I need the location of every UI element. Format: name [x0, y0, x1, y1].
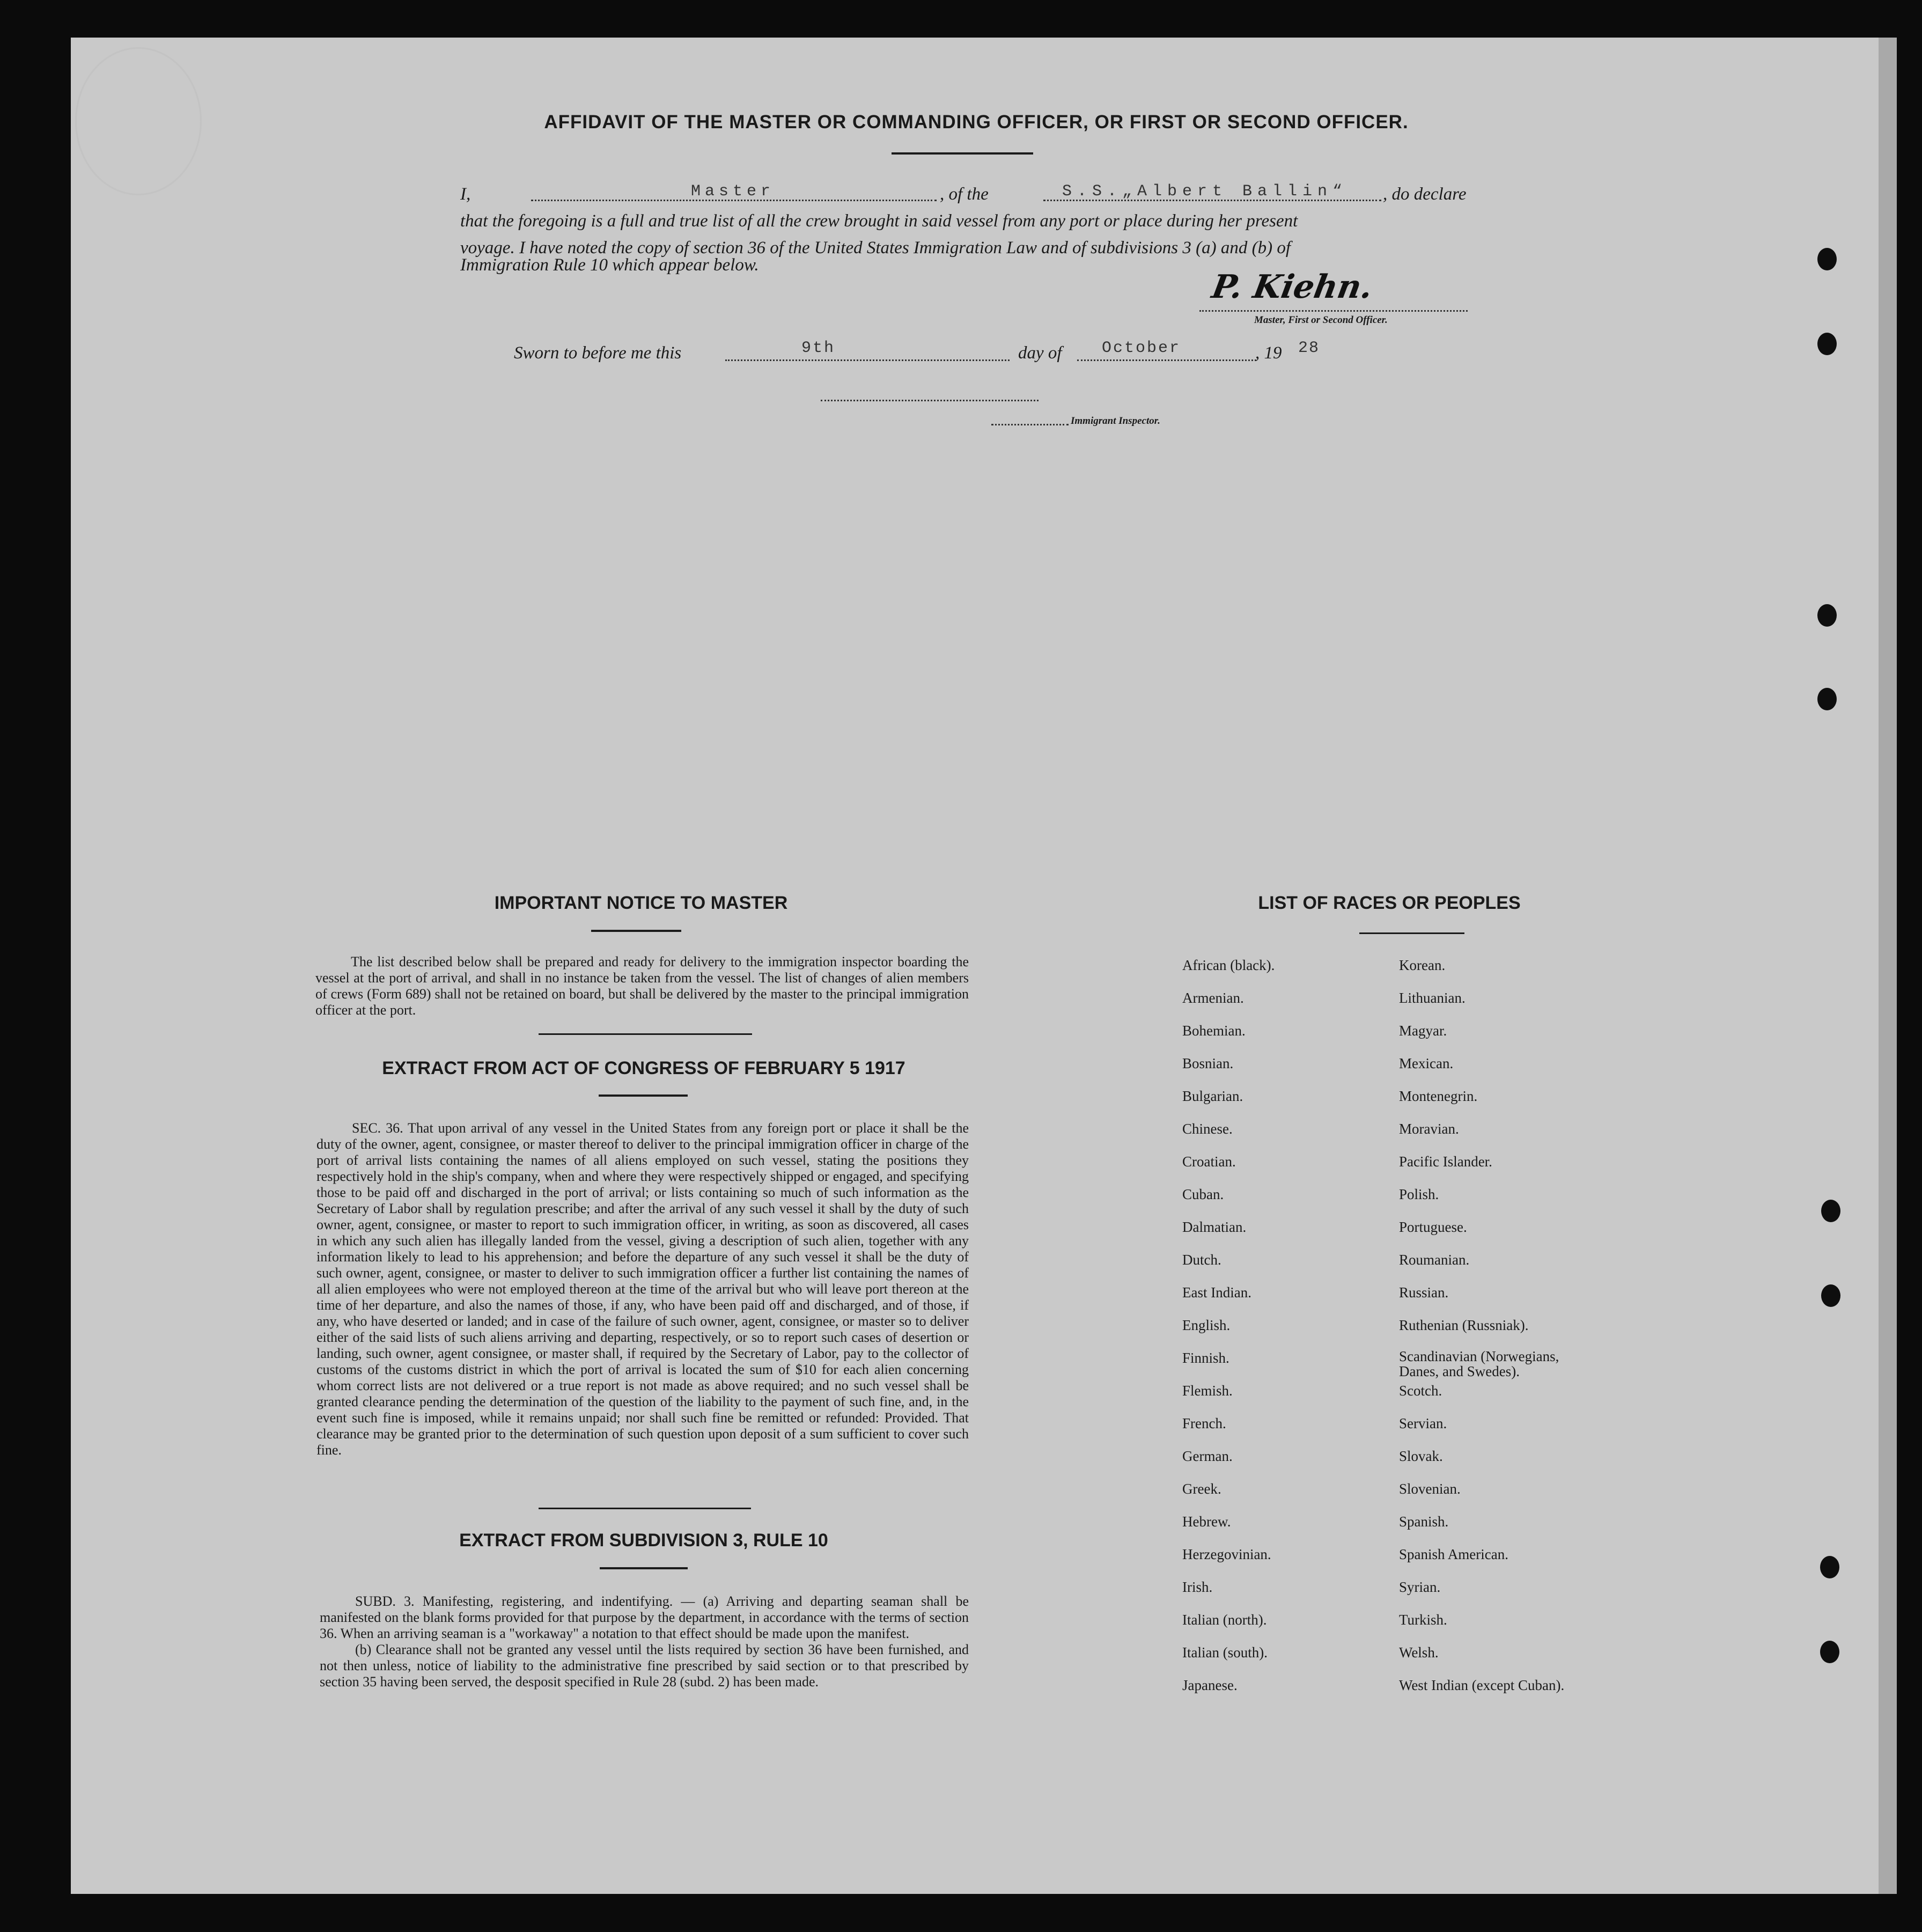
- signature: P. Kiehn.: [1209, 268, 1376, 306]
- race-item: Moravian.: [1399, 1121, 1459, 1137]
- race-item: Irish.: [1182, 1579, 1213, 1595]
- affidavit-title-rule: [892, 152, 1033, 155]
- race-item: Dutch.: [1182, 1252, 1221, 1268]
- race-item: Hebrew.: [1182, 1514, 1231, 1530]
- notice-title-rule: [591, 930, 681, 932]
- inspector-sign-line: [821, 400, 1039, 401]
- race-item: Spanish American.: [1399, 1546, 1508, 1562]
- line1-suffix: , do declare: [1383, 185, 1467, 204]
- races-title-rule: [1359, 932, 1464, 934]
- race-item: Bohemian.: [1182, 1023, 1246, 1039]
- act-title-rule: [599, 1094, 688, 1097]
- notice-divider: [539, 1033, 752, 1035]
- race-item: Roumanian.: [1399, 1252, 1470, 1268]
- binder-hole: [1820, 1641, 1839, 1663]
- line1-prefix: I,: [460, 185, 471, 204]
- race-item: German.: [1182, 1448, 1233, 1464]
- binder-hole: [1821, 1284, 1840, 1307]
- race-item: Flemish.: [1182, 1383, 1233, 1399]
- affidavit-line-2: that the foregoing is a full and true list of all the crew brought in said vessel from any port or place during her present: [460, 211, 1298, 231]
- rule-subd-b: (b) Clearance shall not be granted any vessel until the lists required by section 36 have been furnished, and not then unless, notice of liability to the administrative fine prescribed by said section or to that prescribed by section 35 having been served, the desposit specified in Rule 28 (subd. 2) has been made.: [320, 1642, 969, 1689]
- races-right-column: [1399, 956, 1678, 1709]
- rule-title-rule: [600, 1567, 688, 1569]
- rank-field-value: Master: [691, 182, 775, 201]
- race-item: Montenegrin.: [1399, 1088, 1478, 1104]
- race-item: Cuban.: [1182, 1186, 1224, 1202]
- race-item: Greek.: [1182, 1481, 1221, 1497]
- race-item: Japanese.: [1182, 1677, 1238, 1693]
- race-item: Magyar.: [1399, 1023, 1447, 1039]
- binder-hole: [1820, 1556, 1839, 1578]
- race-item: Bulgarian.: [1182, 1088, 1243, 1104]
- signature-caption: Master, First or Second Officer.: [1254, 314, 1388, 326]
- race-item: Mexican.: [1399, 1055, 1454, 1071]
- sworn-prefix: Sworn to before me this: [514, 343, 682, 363]
- binder-hole: [1821, 1200, 1840, 1222]
- race-item: Scotch.: [1399, 1383, 1442, 1399]
- race-item: Lithuanian.: [1399, 990, 1466, 1006]
- notice-paragraph: The list described below shall be prepared and ready for delivery to the immigration inspector boarding the vessel at the port of arrival, and shall in no instance be taken from the vessel. The list of changes of alien members of crews (Form 689) shall not be retained on board, but shall be delivered by the master to the principal immigration officer at the port.: [315, 954, 969, 1018]
- race-item: Scandinavian (Norwegians, Danes, and Swedes).: [1399, 1348, 1559, 1379]
- race-item: Croatian.: [1182, 1154, 1236, 1170]
- signature-line: [1199, 310, 1468, 312]
- rule-subd-a: SUBD. 3. Manifesting, registering, and indentifying. — (a) Arriving and departing seaman shall be manifested on the blank forms provided for that purpose by the department, in accordance with the terms of section 36. When an arriving seaman is a "workaway" a notation to that effect should be made upon the manifest.: [320, 1593, 969, 1641]
- race-item: Spanish.: [1399, 1514, 1449, 1530]
- sworn-month-value: October: [1102, 339, 1181, 357]
- binder-hole: [1817, 604, 1837, 627]
- race-item: Slovak.: [1399, 1448, 1443, 1464]
- races-title: LIST OF RACES OR PEOPLES: [1258, 893, 1521, 913]
- race-item: Italian (north).: [1182, 1612, 1267, 1628]
- rule-title: EXTRACT FROM SUBDIVISION 3, RULE 10: [459, 1530, 828, 1551]
- race-item: Bosnian.: [1182, 1055, 1234, 1071]
- race-item: Ruthenian (Russniak).: [1399, 1317, 1529, 1333]
- page-edge: [1879, 38, 1897, 1894]
- sworn-day-line: [725, 359, 1010, 361]
- sworn-year-prefix: , 19: [1255, 343, 1282, 363]
- affidavit-line-4: Immigration Rule 10 which appear below.: [460, 255, 759, 275]
- notice-title: IMPORTANT NOTICE TO MASTER: [494, 893, 788, 913]
- race-item: Dalmatian.: [1182, 1219, 1247, 1235]
- act-divider: [539, 1508, 751, 1509]
- race-item: Italian (south).: [1182, 1644, 1268, 1661]
- race-item: Turkish.: [1399, 1612, 1447, 1628]
- sworn-mid: day of: [1018, 343, 1062, 363]
- binder-hole: [1817, 333, 1837, 355]
- race-item: Slovenian.: [1399, 1481, 1461, 1497]
- sworn-year-value: 28: [1298, 339, 1320, 357]
- race-item: Polish.: [1399, 1186, 1439, 1202]
- race-item: East Indian.: [1182, 1284, 1251, 1301]
- affidavit-title: AFFIDAVIT OF THE MASTER OR COMMANDING OFFICER, OR FIRST OR SECOND OFFICER.: [544, 112, 1409, 133]
- race-item: Pacific Islander.: [1399, 1154, 1492, 1170]
- race-item: Welsh.: [1399, 1644, 1439, 1661]
- race-item: African (black).: [1182, 957, 1275, 973]
- rule-text: [320, 1593, 969, 1690]
- affidavit-line-1: [460, 185, 470, 204]
- inspector-caption-dots: [991, 424, 1069, 425]
- binder-hole: [1817, 248, 1837, 270]
- race-item: Herzegovinian.: [1182, 1546, 1271, 1562]
- race-item: West Indian (except Cuban).: [1399, 1677, 1565, 1693]
- race-item: Russian.: [1399, 1284, 1449, 1301]
- race-item: French.: [1182, 1415, 1226, 1431]
- sworn-month-line: [1077, 359, 1256, 361]
- line1-mid: , of the: [940, 185, 989, 204]
- act-text: [316, 1120, 969, 1458]
- race-item: Korean.: [1399, 957, 1446, 973]
- race-item: Syrian.: [1399, 1579, 1441, 1595]
- race-item: Servian.: [1399, 1415, 1447, 1431]
- vessel-field-value: S.S.„Albert Ballin“: [1062, 182, 1348, 201]
- race-item: Finnish.: [1182, 1350, 1229, 1366]
- race-item: Chinese.: [1182, 1121, 1233, 1137]
- race-item: Portuguese.: [1399, 1219, 1467, 1235]
- act-title: EXTRACT FROM ACT OF CONGRESS OF FEBRUARY 5 1917: [382, 1058, 905, 1078]
- act-paragraph: SEC. 36. That upon arrival of any vessel in the United States from any foreign port or place it shall be the duty of the owner, agent, consignee, or master thereof to deliver to the principal immigration officer in charge of the port of arrival lists containing the names of all aliens employed on such vessel, stating the positions they respectively hold in the ship's company, when and where they were respectively shipped or engaged, and specifying those to be paid off and discharged in the port of arrival; or lists containing so much of such information as the Secretary of Labor shall by regulation prescribe; and after the arrival of any such vessel it shall by the duty of such owner, agent, consignee, or master to report to such immigration officer, in writing, as soon as discovered, all cases in which any such alien has illegally landed from the vessel, giving a description of such alien, together with any information likely to lead to his apprehension; and before the departure of any such vessel it shall be the duty of such owner, agent, consignee, or master to deliver to such immigration officer a further list containing the names of all alien employees who were not employed thereon at the time of the arrival but who will leave port thereon at the time of her departure, and also the names of those, if any, who have been paid off and discharged, and of those, if any, who have deserted or landed; and in case of the failure of such owner, agent, consignee, or master so to deliver either of the said lists of such aliens arriving and departing, respectively, or so to report such cases of desertion or landing, such owner, agent consignee, or master shall, if required by the Secretary of Labor, pay to the collector of customs of the customs district in which the port of arrival is located the sum of $10 for each alien concerning whom correct lists are not delivered or a true report is not made as above required; and no such vessel shall be granted clearance pending the determination of the question of the liability to the payment of such fine, and, in the event such fine is imposed, while it remains unpaid; nor shall such fine be remitted or refunded: Provided. That clearance may be granted prior to the determination of such question upon deposit of a sum sufficient to cover such fine.: [316, 1120, 969, 1458]
- binder-hole: [1817, 688, 1837, 710]
- inspector-caption: Immigrant Inspector.: [1071, 415, 1160, 427]
- notice-text: [315, 954, 969, 1018]
- sworn-day-value: 9th: [801, 339, 836, 357]
- races-left-column: [1182, 956, 1386, 1709]
- race-item: English.: [1182, 1317, 1231, 1333]
- faded-seal: [75, 47, 202, 195]
- affidavit-line-3: voyage. I have noted the copy of section 36 of the United States Immigration Law and of subdivisions 3 (a) and (b) of: [460, 238, 1291, 258]
- race-item: Armenian.: [1182, 990, 1244, 1006]
